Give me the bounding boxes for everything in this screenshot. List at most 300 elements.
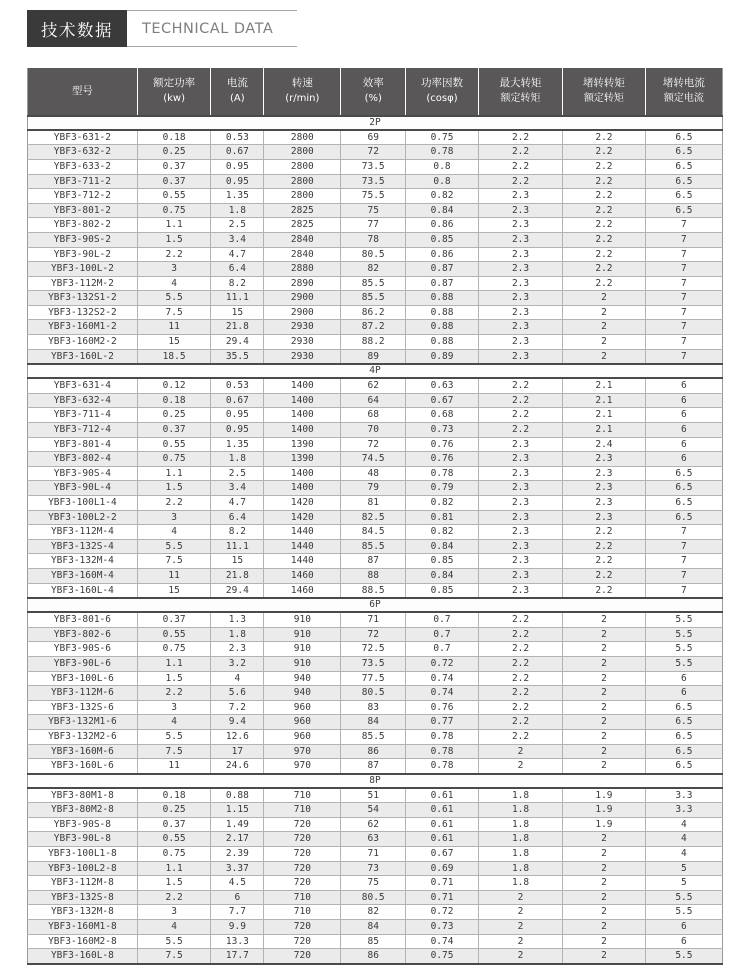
value-cell: 0.76: [406, 452, 479, 467]
model-cell: YBF3-100L2-8: [28, 861, 138, 876]
value-cell: 2.2: [479, 145, 563, 160]
value-cell: 0.76: [406, 437, 479, 452]
model-cell: YBF3-90L-2: [28, 247, 138, 262]
table-row: [28, 554, 723, 569]
value-cell: 2.3: [479, 437, 563, 452]
value-cell: 2: [563, 759, 646, 774]
value-cell: 13.3: [211, 934, 264, 949]
value-cell: 1.3: [211, 612, 264, 627]
value-cell: 2: [563, 905, 646, 920]
value-cell: 2.2: [563, 262, 646, 277]
value-cell: 2.2: [563, 525, 646, 540]
value-cell: 2.2: [563, 145, 646, 160]
value-cell: 2: [563, 656, 646, 671]
value-cell: 1400: [264, 481, 341, 496]
value-cell: 0.8: [406, 159, 479, 174]
value-cell: 0.89: [406, 349, 479, 364]
model-cell: YBF3-132S-8: [28, 890, 138, 905]
table-row: [28, 247, 723, 262]
table-row: [28, 262, 723, 277]
value-cell: 0.37: [137, 159, 211, 174]
value-cell: 0.53: [211, 130, 264, 145]
value-cell: 5.5: [645, 949, 722, 964]
value-cell: 1.35: [211, 437, 264, 452]
value-cell: 2.17: [211, 832, 264, 847]
value-cell: 85.5: [341, 729, 406, 744]
value-cell: 2: [563, 642, 646, 657]
page-title-english: TECHNICAL DATA: [127, 10, 297, 47]
column-header-line1: 电流: [226, 77, 248, 89]
model-cell: YBF3-100L-6: [28, 671, 138, 686]
value-cell: 83: [341, 700, 406, 715]
value-cell: 3: [137, 262, 211, 277]
value-cell: 2.2: [479, 715, 563, 730]
model-cell: YBF3-712-4: [28, 423, 138, 438]
value-cell: 1420: [264, 510, 341, 525]
table-row: [28, 656, 723, 671]
value-cell: 73.5: [341, 159, 406, 174]
value-cell: 80.5: [341, 686, 406, 701]
value-cell: 0.88: [406, 305, 479, 320]
value-cell: 3.3: [645, 788, 722, 803]
value-cell: 4: [137, 276, 211, 291]
value-cell: 0.7: [406, 627, 479, 642]
table-row: [28, 803, 723, 818]
table-row: [28, 305, 723, 320]
table-row: [28, 174, 723, 189]
value-cell: 2: [479, 934, 563, 949]
value-cell: 2: [563, 305, 646, 320]
value-cell: 0.85: [406, 554, 479, 569]
value-cell: 2.3: [479, 539, 563, 554]
value-cell: 0.68: [406, 408, 479, 423]
value-cell: 2.2: [479, 729, 563, 744]
value-cell: 7: [645, 539, 722, 554]
value-cell: 0.88: [406, 320, 479, 335]
value-cell: 720: [264, 949, 341, 964]
model-cell: YBF3-90S-8: [28, 817, 138, 832]
value-cell: 17.7: [211, 949, 264, 964]
value-cell: 7.5: [137, 744, 211, 759]
table-row: [28, 788, 723, 803]
value-cell: 5.5: [137, 729, 211, 744]
value-cell: 85.5: [341, 291, 406, 306]
value-cell: 0.73: [406, 423, 479, 438]
value-cell: 1.8: [211, 452, 264, 467]
model-cell: YBF3-160M2-2: [28, 335, 138, 350]
value-cell: 6.5: [645, 174, 722, 189]
model-cell: YBF3-801-2: [28, 203, 138, 218]
table-row: [28, 715, 723, 730]
value-cell: 64: [341, 393, 406, 408]
value-cell: 84.5: [341, 525, 406, 540]
model-cell: YBF3-801-4: [28, 437, 138, 452]
table-row: [28, 539, 723, 554]
table-row: [28, 905, 723, 920]
value-cell: 6.5: [645, 496, 722, 511]
table-row: [28, 934, 723, 949]
column-header-line1: 型号: [71, 84, 93, 97]
value-cell: 0.61: [406, 817, 479, 832]
value-cell: 2.3: [479, 203, 563, 218]
section-label: 6P: [28, 598, 723, 612]
table-row: [28, 423, 723, 438]
value-cell: 1.8: [479, 876, 563, 891]
value-cell: 970: [264, 759, 341, 774]
table-row: [28, 847, 723, 862]
value-cell: 0.61: [406, 803, 479, 818]
table-row: [28, 408, 723, 423]
value-cell: 1.35: [211, 189, 264, 204]
value-cell: 2.2: [563, 218, 646, 233]
value-cell: 7: [645, 305, 722, 320]
table-row: [28, 496, 723, 511]
model-cell: YBF3-100L1-8: [28, 847, 138, 862]
value-cell: 1.49: [211, 817, 264, 832]
column-header-line2: 额定转矩: [500, 93, 541, 105]
value-cell: 0.88: [406, 335, 479, 350]
value-cell: 5.5: [645, 905, 722, 920]
value-cell: 0.37: [137, 612, 211, 627]
column-header-7: [563, 68, 646, 116]
table-row: [28, 130, 723, 145]
value-cell: 2: [479, 890, 563, 905]
value-cell: 2.3: [479, 232, 563, 247]
model-cell: YBF3-112M-2: [28, 276, 138, 291]
value-cell: 2: [563, 729, 646, 744]
section-title-bar: [27, 10, 297, 47]
value-cell: 2: [479, 744, 563, 759]
model-cell: YBF3-632-4: [28, 393, 138, 408]
value-cell: 0.86: [406, 218, 479, 233]
value-cell: 48: [341, 466, 406, 481]
value-cell: 7.5: [137, 305, 211, 320]
value-cell: 2.2: [563, 189, 646, 204]
value-cell: 0.87: [406, 276, 479, 291]
value-cell: 2.5: [211, 466, 264, 481]
value-cell: 0.75: [137, 642, 211, 657]
value-cell: 6.5: [645, 145, 722, 160]
value-cell: 6: [645, 920, 722, 935]
value-cell: 74.5: [341, 452, 406, 467]
value-cell: 2: [563, 700, 646, 715]
table-row: [28, 671, 723, 686]
column-header-line2: (cosφ): [426, 93, 458, 105]
value-cell: 7: [645, 247, 722, 262]
value-cell: 73: [341, 861, 406, 876]
model-cell: YBF3-802-4: [28, 452, 138, 467]
value-cell: 11.1: [211, 291, 264, 306]
value-cell: 2: [563, 291, 646, 306]
value-cell: 71: [341, 847, 406, 862]
value-cell: 3: [137, 510, 211, 525]
column-header-5: [406, 68, 479, 116]
model-cell: YBF3-711-2: [28, 174, 138, 189]
value-cell: 86.2: [341, 305, 406, 320]
value-cell: 1.9: [563, 803, 646, 818]
value-cell: 63: [341, 832, 406, 847]
model-cell: YBF3-132M2-6: [28, 729, 138, 744]
section-header-row-4P: [28, 364, 723, 378]
value-cell: 6: [645, 423, 722, 438]
model-cell: YBF3-632-2: [28, 145, 138, 160]
value-cell: 82: [341, 262, 406, 277]
value-cell: 2.2: [563, 276, 646, 291]
value-cell: 0.25: [137, 145, 211, 160]
value-cell: 1400: [264, 423, 341, 438]
model-cell: YBF3-100L-2: [28, 262, 138, 277]
value-cell: 2.4: [563, 437, 646, 452]
value-cell: 87: [341, 554, 406, 569]
value-cell: 3.4: [211, 481, 264, 496]
value-cell: 970: [264, 744, 341, 759]
value-cell: 4.5: [211, 876, 264, 891]
spec-table: [27, 68, 723, 965]
value-cell: 2.3: [479, 189, 563, 204]
table-header-row: [28, 68, 723, 116]
value-cell: 4.7: [211, 247, 264, 262]
value-cell: 5.5: [645, 627, 722, 642]
table-row: [28, 452, 723, 467]
model-cell: YBF3-160M-6: [28, 744, 138, 759]
value-cell: 0.95: [211, 174, 264, 189]
model-cell: YBF3-802-6: [28, 627, 138, 642]
section-label: 4P: [28, 364, 723, 378]
value-cell: 2.3: [479, 496, 563, 511]
value-cell: 710: [264, 890, 341, 905]
value-cell: 0.84: [406, 539, 479, 554]
value-cell: 1390: [264, 452, 341, 467]
value-cell: 1.9: [563, 788, 646, 803]
value-cell: 1.5: [137, 232, 211, 247]
value-cell: 72.5: [341, 642, 406, 657]
value-cell: 0.55: [137, 437, 211, 452]
value-cell: 87: [341, 759, 406, 774]
table-row: [28, 232, 723, 247]
value-cell: 6: [645, 393, 722, 408]
value-cell: 6.5: [645, 481, 722, 496]
value-cell: 720: [264, 920, 341, 935]
model-cell: YBF3-802-2: [28, 218, 138, 233]
value-cell: 0.18: [137, 393, 211, 408]
value-cell: 0.78: [406, 759, 479, 774]
value-cell: 960: [264, 700, 341, 715]
model-cell: YBF3-160M-4: [28, 568, 138, 583]
value-cell: 2.3: [479, 349, 563, 364]
value-cell: 11: [137, 568, 211, 583]
value-cell: 2.2: [479, 393, 563, 408]
table-row: [28, 320, 723, 335]
table-row: [28, 642, 723, 657]
value-cell: 2825: [264, 218, 341, 233]
value-cell: 85.5: [341, 539, 406, 554]
value-cell: 2.3: [479, 466, 563, 481]
value-cell: 2.2: [563, 159, 646, 174]
column-header-line2: 额定电流: [663, 93, 704, 105]
value-cell: 0.82: [406, 189, 479, 204]
value-cell: 2: [563, 934, 646, 949]
value-cell: 2.2: [563, 554, 646, 569]
value-cell: 4: [645, 817, 722, 832]
value-cell: 0.25: [137, 803, 211, 818]
value-cell: 4: [137, 525, 211, 540]
value-cell: 0.67: [406, 847, 479, 862]
value-cell: 2.3: [563, 452, 646, 467]
value-cell: 88: [341, 568, 406, 583]
value-cell: 2: [563, 612, 646, 627]
model-cell: YBF3-160L-8: [28, 949, 138, 964]
model-cell: YBF3-132M1-6: [28, 715, 138, 730]
table-row: [28, 525, 723, 540]
value-cell: 35.5: [211, 349, 264, 364]
value-cell: 2.2: [479, 408, 563, 423]
value-cell: 0.95: [211, 408, 264, 423]
value-cell: 0.85: [406, 232, 479, 247]
value-cell: 0.75: [137, 452, 211, 467]
value-cell: 7.5: [137, 949, 211, 964]
value-cell: 3.4: [211, 232, 264, 247]
value-cell: 2: [563, 671, 646, 686]
value-cell: 7: [645, 554, 722, 569]
value-cell: 2.2: [479, 612, 563, 627]
value-cell: 7: [645, 232, 722, 247]
value-cell: 7: [645, 320, 722, 335]
value-cell: 70: [341, 423, 406, 438]
value-cell: 1440: [264, 539, 341, 554]
value-cell: 2: [563, 320, 646, 335]
value-cell: 2.3: [563, 466, 646, 481]
value-cell: 8.2: [211, 276, 264, 291]
value-cell: 0.95: [211, 423, 264, 438]
value-cell: 72: [341, 627, 406, 642]
value-cell: 1460: [264, 583, 341, 598]
model-cell: YBF3-160L-6: [28, 759, 138, 774]
value-cell: 720: [264, 817, 341, 832]
value-cell: 85.5: [341, 276, 406, 291]
section-header-row-6P: [28, 598, 723, 612]
value-cell: 7: [645, 335, 722, 350]
model-cell: YBF3-160L-4: [28, 583, 138, 598]
value-cell: 2.2: [563, 232, 646, 247]
value-cell: 5.5: [137, 539, 211, 554]
value-cell: 2.3: [479, 320, 563, 335]
value-cell: 1460: [264, 568, 341, 583]
column-header-4: [341, 68, 406, 116]
value-cell: 2.3: [479, 525, 563, 540]
value-cell: 2.3: [211, 642, 264, 657]
value-cell: 2890: [264, 276, 341, 291]
value-cell: 0.75: [406, 949, 479, 964]
value-cell: 69: [341, 130, 406, 145]
value-cell: 2800: [264, 130, 341, 145]
value-cell: 0.37: [137, 817, 211, 832]
value-cell: 0.7: [406, 612, 479, 627]
value-cell: 0.72: [406, 656, 479, 671]
value-cell: 7: [645, 349, 722, 364]
model-cell: YBF3-132M-4: [28, 554, 138, 569]
table-row: [28, 612, 723, 627]
table-row: [28, 276, 723, 291]
value-cell: 0.55: [137, 832, 211, 847]
table-row: [28, 700, 723, 715]
value-cell: 77.5: [341, 671, 406, 686]
model-cell: YBF3-112M-8: [28, 876, 138, 891]
value-cell: 7: [645, 262, 722, 277]
value-cell: 2840: [264, 232, 341, 247]
model-cell: YBF3-160M2-8: [28, 934, 138, 949]
value-cell: 2: [479, 759, 563, 774]
value-cell: 6: [645, 671, 722, 686]
value-cell: 4: [137, 715, 211, 730]
value-cell: 6: [645, 378, 722, 393]
value-cell: 5.5: [645, 656, 722, 671]
value-cell: 2.3: [479, 510, 563, 525]
value-cell: 6.5: [645, 159, 722, 174]
value-cell: 2.3: [563, 510, 646, 525]
value-cell: 29.4: [211, 335, 264, 350]
value-cell: 6.5: [645, 700, 722, 715]
column-header-line2: (r/min): [285, 93, 320, 105]
value-cell: 710: [264, 905, 341, 920]
value-cell: 88.2: [341, 335, 406, 350]
value-cell: 4: [211, 671, 264, 686]
column-header-8: [645, 68, 722, 116]
table-row: [28, 393, 723, 408]
value-cell: 2.2: [479, 130, 563, 145]
model-cell: YBF3-132S-6: [28, 700, 138, 715]
value-cell: 2.1: [563, 378, 646, 393]
model-cell: YBF3-160M1-2: [28, 320, 138, 335]
value-cell: 2800: [264, 145, 341, 160]
model-cell: YBF3-90L-4: [28, 481, 138, 496]
value-cell: 1.9: [563, 817, 646, 832]
value-cell: 2.39: [211, 847, 264, 862]
value-cell: 2: [563, 832, 646, 847]
value-cell: 2.3: [563, 496, 646, 511]
value-cell: 84: [341, 920, 406, 935]
value-cell: 72: [341, 145, 406, 160]
value-cell: 2.3: [479, 305, 563, 320]
value-cell: 1400: [264, 393, 341, 408]
value-cell: 7.5: [137, 554, 211, 569]
value-cell: 2.2: [479, 642, 563, 657]
value-cell: 0.76: [406, 700, 479, 715]
value-cell: 0.72: [406, 905, 479, 920]
value-cell: 75: [341, 203, 406, 218]
value-cell: 0.74: [406, 671, 479, 686]
value-cell: 6: [645, 934, 722, 949]
value-cell: 2: [563, 876, 646, 891]
value-cell: 940: [264, 671, 341, 686]
value-cell: 2800: [264, 159, 341, 174]
page-title-chinese: 技术数据: [27, 10, 127, 47]
value-cell: 0.78: [406, 744, 479, 759]
value-cell: 2.3: [479, 291, 563, 306]
model-cell: YBF3-80M2-8: [28, 803, 138, 818]
value-cell: 2.2: [563, 130, 646, 145]
value-cell: 710: [264, 788, 341, 803]
value-cell: 6.5: [645, 466, 722, 481]
table-row: [28, 145, 723, 160]
value-cell: 0.87: [406, 262, 479, 277]
column-header-line2: (A): [230, 93, 245, 105]
value-cell: 1.8: [479, 832, 563, 847]
value-cell: 2.2: [479, 627, 563, 642]
table-row: [28, 203, 723, 218]
column-header-line1: 功率因数: [421, 77, 464, 89]
value-cell: 0.88: [211, 788, 264, 803]
value-cell: 82: [341, 905, 406, 920]
